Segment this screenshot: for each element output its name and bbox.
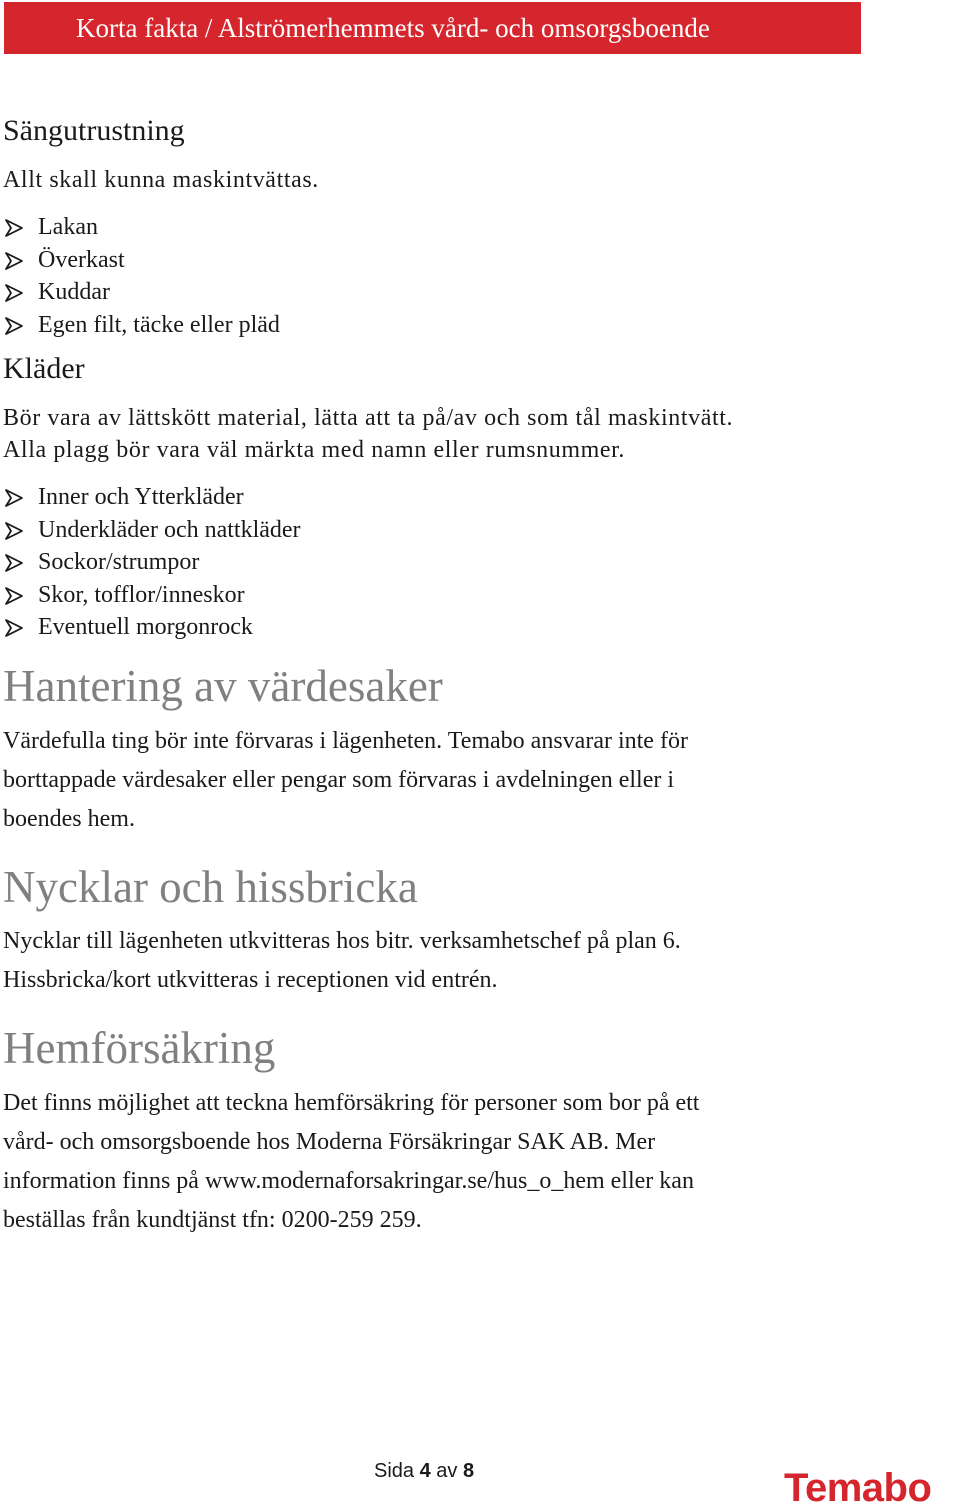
arrow-bullet-icon bbox=[3, 486, 25, 508]
valuables-line-2: borttappade värdesaker eller pengar som förvaras i avdelningen eller i bbox=[3, 767, 675, 793]
page-number bbox=[374, 1460, 474, 1483]
list-item-label: Egen filt, täcke eller pläd bbox=[38, 311, 280, 338]
arrow-bullet-icon bbox=[3, 519, 25, 541]
keys-heading: Nycklar och hissbricka bbox=[3, 862, 418, 912]
list-item-label: Lakan bbox=[38, 214, 98, 240]
bedding-intro: Allt skall kunna maskintvättas. bbox=[3, 167, 319, 193]
arrow-bullet-icon bbox=[3, 584, 25, 606]
keys-line-2: Hissbricka/kort utkvitteras i receptionen vid entrén. bbox=[3, 967, 498, 993]
list-item bbox=[3, 481, 301, 514]
arrow-bullet-icon bbox=[3, 249, 25, 271]
list-item-label: Sockor/strumpor bbox=[38, 549, 200, 575]
valuables-line-1: Värdefulla ting bör inte förvaras i lägenheten. Temabo ansvarar inte för bbox=[3, 728, 688, 754]
temabo-logo: Temabo bbox=[784, 1466, 932, 1510]
insurance-line-1: Det finns möjlighet att teckna hemförsäkring för personer som bor på ett bbox=[3, 1090, 700, 1116]
arrow-bullet-icon bbox=[3, 216, 25, 238]
arrow-bullet-icon bbox=[3, 616, 25, 638]
list-item bbox=[3, 611, 301, 644]
arrow-bullet-icon bbox=[3, 314, 25, 336]
valuables-heading: Hantering av värdesaker bbox=[3, 661, 443, 711]
arrow-bullet-icon bbox=[3, 281, 25, 303]
list-item-label: Inner och Ytterkläder bbox=[38, 484, 244, 510]
bedding-list bbox=[3, 211, 280, 341]
list-item bbox=[3, 211, 280, 244]
list-item bbox=[3, 276, 280, 309]
list-item-label: Underkläder och nattkläder bbox=[38, 516, 301, 543]
list-item bbox=[3, 546, 301, 579]
header-banner bbox=[4, 2, 861, 54]
insurance-heading: Hemförsäkring bbox=[3, 1023, 276, 1073]
page-prefix: Sida bbox=[374, 1460, 420, 1482]
insurance-link[interactable]: www.modernaforsakringar.se/hus_o_hem bbox=[204, 1168, 605, 1194]
clothes-intro-line-2: Alla plagg bör vara väl märkta med namn eller rumsnummer. bbox=[3, 437, 626, 463]
insurance-line-2: vård- och omsorgsboende hos Moderna Försäkringar SAK AB. Mer bbox=[3, 1129, 656, 1155]
page-mid: av bbox=[430, 1460, 463, 1482]
clothes-intro-line-1: Bör vara av lättskött material, lätta att ta på/av och som tål maskintvätt. bbox=[3, 405, 734, 431]
clothes-heading: Kläder bbox=[3, 352, 85, 385]
keys-line-1: Nycklar till lägenheten utkvitteras hos bitr. verksamhetschef på plan 6. bbox=[3, 928, 681, 954]
page-current: 4 bbox=[419, 1460, 431, 1482]
insurance-line-3 bbox=[3, 1168, 694, 1195]
list-item-label: Överkast bbox=[38, 246, 125, 273]
insurance-line-3-prefix: information finns på bbox=[3, 1168, 205, 1194]
page-total: 8 bbox=[462, 1460, 475, 1482]
clothes-list bbox=[3, 481, 301, 644]
list-item-label: Kuddar bbox=[38, 279, 110, 305]
arrow-bullet-icon bbox=[3, 551, 25, 573]
insurance-line-4: beställas från kundtjänst tfn: 0200-259 259. bbox=[3, 1207, 422, 1233]
bedding-heading: Sängutrustning bbox=[3, 114, 185, 147]
list-item-label: Eventuell morgonrock bbox=[38, 614, 253, 640]
list-item bbox=[3, 309, 280, 342]
list-item bbox=[3, 579, 301, 612]
list-item-label: Skor, tofflor/inneskor bbox=[38, 581, 245, 608]
header-title: Korta fakta / Alströmerhemmets vård- och omsorgsboende bbox=[76, 13, 710, 43]
list-item bbox=[3, 244, 280, 277]
insurance-line-3-suffix: eller kan bbox=[604, 1168, 694, 1194]
valuables-line-3: boendes hem. bbox=[3, 806, 135, 832]
list-item bbox=[3, 514, 301, 547]
